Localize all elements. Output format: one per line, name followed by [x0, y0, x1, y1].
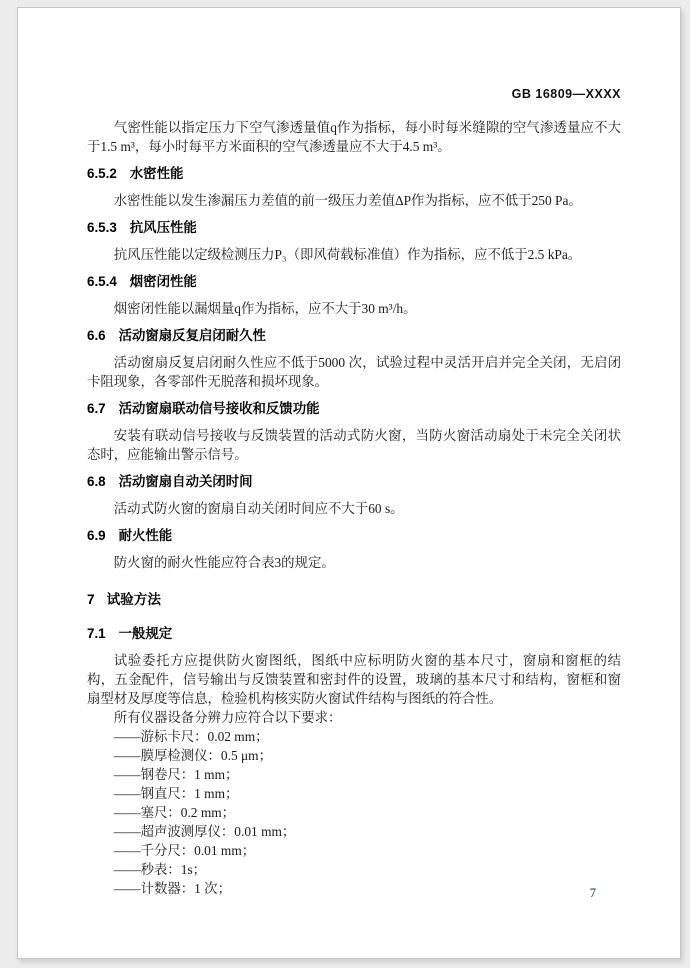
clause-6-5-4: [87, 272, 621, 318]
paragraph-instrument-resolution-intro: 所有仪器设备分辨力应符合以下要求：: [113, 710, 342, 725]
running-header-standard-number: GB 16809—XXXX: [511, 87, 621, 101]
clause-heading: [87, 472, 621, 491]
clause-6-7: [87, 399, 621, 464]
clause-heading: [87, 272, 621, 291]
clause-number: 6.6: [87, 328, 106, 343]
document-body: [87, 8, 621, 898]
list-item-counter: ——计数器：1 次；: [113, 881, 231, 896]
chapter-7-heading: [87, 590, 621, 609]
clause-6-5-3: [87, 218, 621, 264]
clause-6-5-2: [87, 164, 621, 210]
clause-6-8: [87, 472, 621, 518]
list-item-ultrasonic-thickness-gauge: ——超声波测厚仪：0.01 mm；: [113, 824, 296, 839]
clause-paragraph: 抗风压性能以定级检测压力P₃（即风荷载标准值）作为指标，应不低于2.5 kPa。: [113, 247, 582, 262]
clause-6-9: [87, 526, 621, 572]
clause-number: 6.5.2: [87, 166, 117, 181]
clause-number: 6.5.4: [87, 274, 117, 289]
clause-paragraph: 安装有联动信号接收与反馈装置的活动式防火窗，当防火窗活动扇处于未完全关闭状态时，应能输出警示信号。: [87, 428, 621, 462]
clause-number: 6.5.3: [87, 220, 117, 235]
page-number: 7: [589, 886, 596, 900]
chapter-number: 7: [87, 592, 95, 607]
section-7-1-heading: [87, 624, 621, 643]
list-item-stopwatch: ——秒表：1s；: [113, 862, 207, 877]
list-item-feeler-gauge: ——塞尺：0.2 mm；: [113, 805, 236, 820]
list-item-micrometer: ——千分尺：0.01 mm；: [113, 843, 256, 858]
paragraph-drawing-requirements: 试验委托方应提供防火窗图纸，图纸中应标明防火窗的基本尺寸，窗扇和窗框的结构，五金配件，信号输出与反馈装置和密封件的设置，玻璃的基本尺寸和结构，窗框和窗扇型材及厚度等信息，检验机构核实防火窗试件结构与图纸的符合性。: [87, 653, 621, 706]
clause-heading: [87, 399, 621, 418]
section-number: 7.1: [87, 626, 106, 641]
clause-paragraph: 活动式防火窗的窗扇自动关闭时间应不大于60 s。: [113, 501, 404, 516]
document-page: [17, 7, 681, 959]
instrument-resolution-list: [87, 727, 621, 898]
section-title: 一般规定: [118, 626, 173, 641]
clause-title: 活动窗扇自动关闭时间: [118, 474, 253, 489]
clause-heading: [87, 326, 621, 345]
list-item-steel-tape: ——钢卷尺：1 mm；: [113, 767, 239, 782]
clause-title: 活动窗扇反复启闭耐久性: [118, 328, 266, 343]
clause-title: 活动窗扇联动信号接收和反馈功能: [118, 401, 320, 416]
clause-number: 6.8: [87, 474, 106, 489]
clause-heading: [87, 526, 621, 545]
list-item-film-thickness-gauge: ——膜厚检测仪：0.5 μm；: [113, 748, 272, 763]
clause-title: 烟密闭性能: [129, 274, 197, 289]
paragraph-air-permeability: 气密性能以指定压力下空气渗透量值q作为指标，每小时每米缝隙的空气渗透量应不大于1.5 m³，每小时每平方米面积的空气渗透量应不大于4.5 m³。: [87, 120, 621, 154]
list-item-steel-ruler: ——钢直尺：1 mm；: [113, 786, 239, 801]
chapter-title: 试验方法: [106, 592, 161, 607]
clause-paragraph: 防火窗的耐火性能应符合表3的规定。: [113, 555, 335, 570]
clause-heading: [87, 218, 621, 237]
clause-number: 6.9: [87, 528, 106, 543]
clause-paragraph: 水密性能以发生渗漏压力差值的前一级压力差值ΔP作为指标，应不低于250 Pa。: [113, 193, 582, 208]
clause-paragraph: 活动窗扇反复启闭耐久性应不低于5000 次，试验过程中灵活开启并完全关闭，无启闭卡阻现象，各零部件无脱落和损坏现象。: [87, 355, 621, 389]
clause-title: 抗风压性能: [129, 220, 197, 235]
clause-title: 水密性能: [129, 166, 184, 181]
clause-title: 耐火性能: [118, 528, 173, 543]
clause-6-6: [87, 326, 621, 391]
clause-number: 6.7: [87, 401, 106, 416]
list-item-vernier-caliper: ——游标卡尺：0.02 mm；: [113, 729, 269, 744]
clause-paragraph: 烟密闭性能以漏烟量q作为指标，应不大于30 m³/h。: [113, 301, 417, 316]
clause-heading: [87, 164, 621, 183]
